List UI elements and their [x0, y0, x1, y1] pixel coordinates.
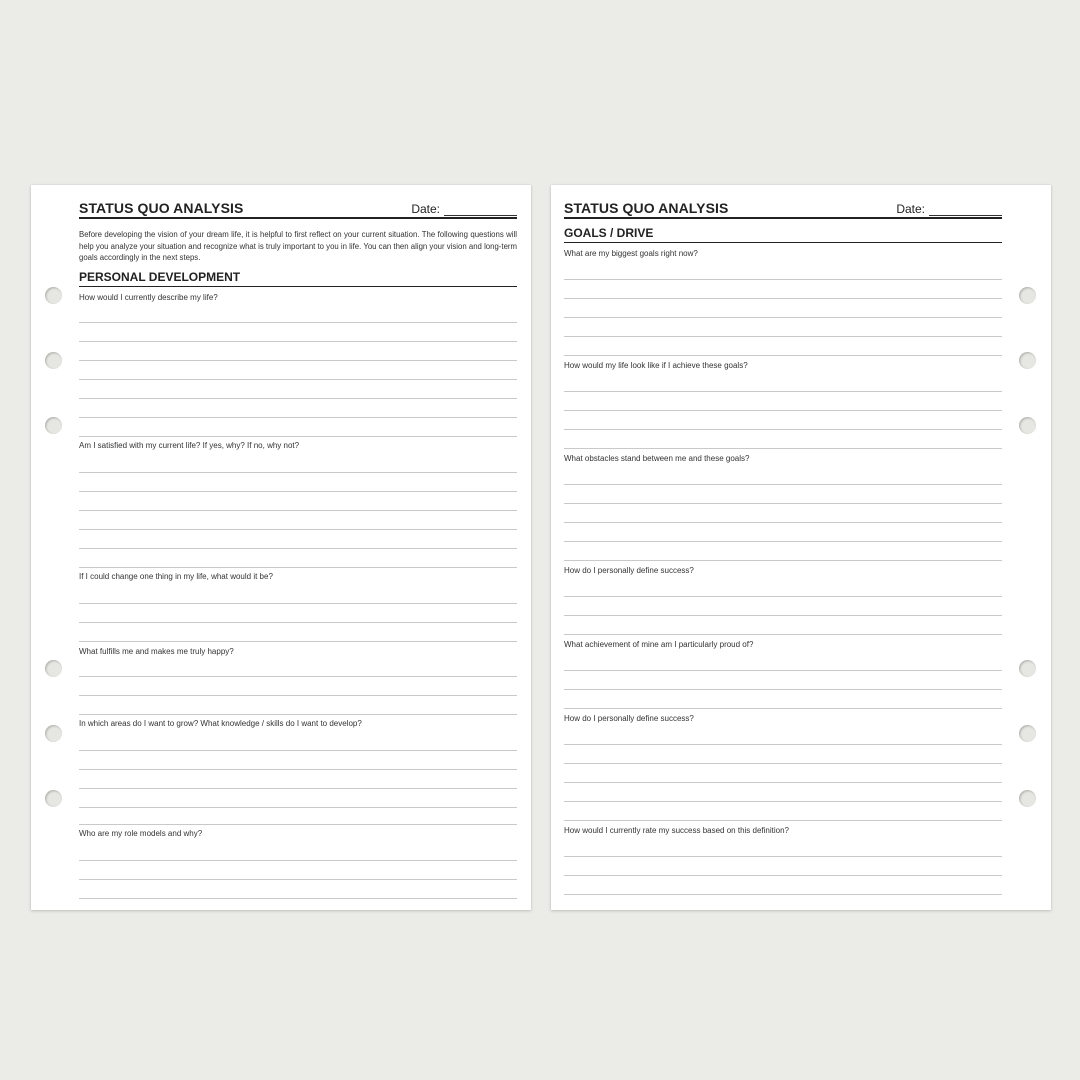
writing-line[interactable]: [564, 503, 1002, 504]
writing-line[interactable]: [564, 336, 1002, 337]
writing-line[interactable]: [564, 596, 1002, 597]
date-field[interactable]: [411, 202, 517, 216]
writing-line[interactable]: [79, 436, 517, 437]
writing-line[interactable]: [564, 615, 1002, 616]
section-heading: GOALS / DRIVE: [564, 227, 1002, 243]
writing-line[interactable]: [564, 279, 1002, 280]
writing-line[interactable]: [564, 522, 1002, 523]
writing-line[interactable]: [79, 695, 517, 696]
punch-hole: [45, 725, 62, 742]
writing-line[interactable]: [79, 360, 517, 361]
writing-line[interactable]: [564, 448, 1002, 449]
punch-hole: [45, 287, 62, 304]
punch-hole: [1019, 287, 1036, 304]
question-label: How would I currently describe my life?: [79, 293, 218, 302]
date-blank[interactable]: [929, 203, 1002, 216]
writing-line[interactable]: [79, 622, 517, 623]
writing-line[interactable]: [564, 298, 1002, 299]
punch-hole: [45, 790, 62, 807]
planner-page-right: [551, 185, 1051, 910]
punch-hole: [1019, 790, 1036, 807]
writing-line[interactable]: [564, 744, 1002, 745]
punch-hole: [45, 660, 62, 677]
planner-page-left: [31, 185, 531, 910]
punch-hole: [45, 352, 62, 369]
page-title: STATUS QUO ANALYSIS: [79, 200, 244, 216]
punch-hole: [45, 417, 62, 434]
writing-line[interactable]: [79, 398, 517, 399]
writing-line[interactable]: [79, 750, 517, 751]
page-header: [564, 185, 1002, 219]
writing-line[interactable]: [79, 898, 517, 899]
punch-hole: [1019, 660, 1036, 677]
writing-line[interactable]: [79, 472, 517, 473]
question-label: What are my biggest goals right now?: [564, 249, 698, 258]
writing-line[interactable]: [564, 317, 1002, 318]
writing-line[interactable]: [79, 567, 517, 568]
question-label: Am I satisfied with my current life? If yes, why? If no, why not?: [79, 441, 300, 450]
writing-line[interactable]: [79, 548, 517, 549]
writing-line[interactable]: [564, 894, 1002, 895]
question-label: How would I currently rate my success based on this definition?: [564, 826, 789, 835]
question-label: In which areas do I want to grow? What knowledge / skills do I want to develop?: [79, 719, 362, 728]
writing-line[interactable]: [564, 355, 1002, 356]
question-label: If I could change one thing in my life, what would it be?: [79, 572, 273, 581]
punch-hole: [1019, 417, 1036, 434]
section-heading: PERSONAL DEVELOPMENT: [79, 271, 517, 287]
page-title: STATUS QUO ANALYSIS: [564, 200, 729, 216]
date-field[interactable]: [896, 202, 1002, 216]
writing-line[interactable]: [564, 689, 1002, 690]
date-label: Date:: [896, 202, 925, 216]
writing-line[interactable]: [79, 510, 517, 511]
writing-line[interactable]: [79, 824, 517, 825]
writing-line[interactable]: [564, 801, 1002, 802]
writing-line[interactable]: [79, 603, 517, 604]
writing-line[interactable]: [564, 856, 1002, 857]
question-label: What achievement of mine am I particularly proud of?: [564, 640, 754, 649]
question-label: How do I personally define success?: [564, 714, 694, 723]
date-label: Date:: [411, 202, 440, 216]
writing-line[interactable]: [79, 807, 517, 808]
writing-line[interactable]: [564, 410, 1002, 411]
writing-line[interactable]: [564, 708, 1002, 709]
writing-line[interactable]: [79, 714, 517, 715]
writing-line[interactable]: [564, 484, 1002, 485]
date-blank[interactable]: [444, 203, 517, 216]
writing-line[interactable]: [79, 379, 517, 380]
intro-text: Before developing the vision of your dream life, it is helpful to first reflect on your current situation. The following questions will help you analyze your situation and recognize what is truly important to you in life. You can then align your vision and long-term goals accordingly in the next steps.: [79, 230, 517, 263]
writing-line[interactable]: [564, 670, 1002, 671]
writing-line[interactable]: [564, 875, 1002, 876]
writing-line[interactable]: [564, 560, 1002, 561]
writing-line[interactable]: [79, 769, 517, 770]
page-header: [79, 185, 517, 219]
writing-line[interactable]: [79, 491, 517, 492]
writing-line[interactable]: [79, 676, 517, 677]
writing-line[interactable]: [79, 529, 517, 530]
writing-line[interactable]: [79, 860, 517, 861]
writing-line[interactable]: [564, 763, 1002, 764]
writing-line[interactable]: [79, 879, 517, 880]
writing-line[interactable]: [79, 788, 517, 789]
writing-line[interactable]: [564, 634, 1002, 635]
question-label: How would my life look like if I achieve these goals?: [564, 361, 748, 370]
punch-hole: [1019, 725, 1036, 742]
writing-line[interactable]: [79, 322, 517, 323]
writing-line[interactable]: [564, 429, 1002, 430]
writing-line[interactable]: [79, 641, 517, 642]
writing-line[interactable]: [79, 341, 517, 342]
writing-line[interactable]: [564, 782, 1002, 783]
question-label: How do I personally define success?: [564, 566, 694, 575]
question-label: Who are my role models and why?: [79, 829, 203, 838]
punch-hole: [1019, 352, 1036, 369]
question-label: What obstacles stand between me and these goals?: [564, 454, 750, 463]
writing-line[interactable]: [564, 541, 1002, 542]
writing-line[interactable]: [564, 820, 1002, 821]
writing-line[interactable]: [79, 417, 517, 418]
question-label: What fulfills me and makes me truly happy?: [79, 647, 234, 656]
writing-line[interactable]: [564, 391, 1002, 392]
